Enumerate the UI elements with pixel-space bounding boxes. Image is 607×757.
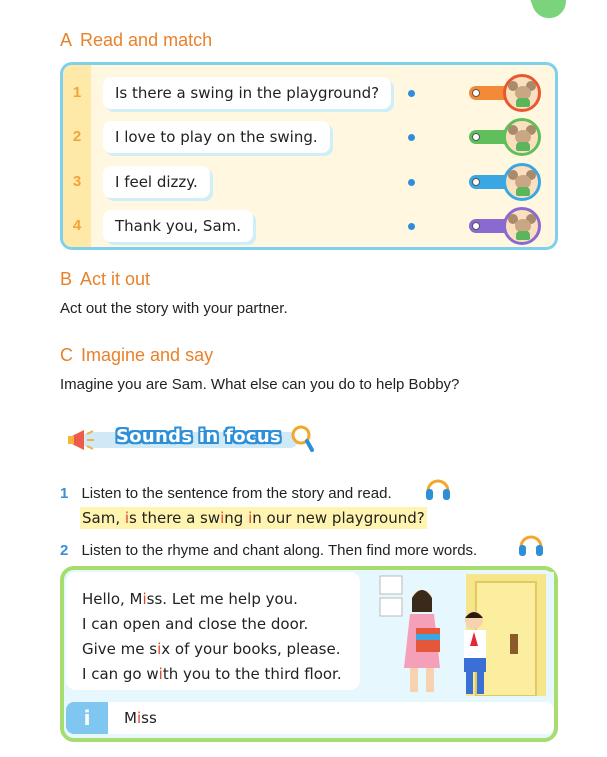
info-word: Miss: [124, 709, 157, 727]
leaf-decoration: [529, 0, 571, 23]
step-2: [60, 540, 477, 559]
section-b-heading: Act it out: [80, 269, 151, 289]
highlighted-sentence: Sam, is there a swing in our new playground?: [82, 509, 425, 527]
match-sentence[interactable]: Is there a swing in the playground?: [103, 77, 391, 109]
match-dot[interactable]: [408, 223, 415, 230]
rhyme-line: Hello, Miss. Let me help you.: [82, 590, 298, 608]
match-dot[interactable]: [408, 90, 415, 97]
banner-text: Sounds in focus: [116, 426, 281, 447]
headphones-icon[interactable]: [517, 529, 545, 559]
info-badge: i: [66, 702, 108, 734]
match-dot[interactable]: [408, 134, 415, 141]
match-sentence[interactable]: I love to play on the swing.: [103, 121, 330, 153]
bobby-avatar-icon: [503, 207, 541, 245]
row-number: 2: [72, 128, 82, 145]
section-c-text: Imagine you are Sam. What else can you do to help Bobby?: [60, 376, 460, 393]
section-b-title: [60, 269, 150, 290]
bobby-avatar-icon: [503, 118, 541, 156]
step-2-number: 2: [60, 542, 69, 559]
magnifier-icon: [290, 424, 314, 454]
bobby-avatar-icon: [503, 74, 541, 112]
step-1: [60, 483, 392, 502]
rhyme-line: I can go with you to the third floor.: [82, 665, 342, 683]
row-number: 1: [72, 84, 82, 101]
section-a-title: [60, 30, 212, 51]
step-1-sentence: [80, 508, 427, 527]
megaphone-icon: [66, 428, 96, 452]
step-1-text: Listen to the sentence from the story and read.: [81, 485, 392, 502]
match-dot[interactable]: [408, 179, 415, 186]
section-a-letter: A: [60, 30, 73, 50]
section-b-letter: B: [60, 269, 73, 289]
section-a-heading: Read and match: [80, 30, 213, 50]
section-c-heading: Imagine and say: [81, 345, 214, 365]
sound-info-row: [66, 702, 554, 734]
rhyme-text-box: [66, 572, 360, 690]
section-b-text: Act out the story with your partner.: [60, 300, 288, 317]
read-and-match-panel: [60, 62, 558, 250]
headphones-icon[interactable]: [424, 473, 452, 503]
match-sentence[interactable]: Thank you, Sam.: [103, 210, 253, 242]
section-c-letter: C: [60, 345, 73, 365]
match-sentence[interactable]: I feel dizzy.: [103, 166, 210, 198]
rhyme-panel: [60, 566, 558, 742]
bobby-avatar-icon: [503, 163, 541, 201]
step-2-text: Listen to the rhyme and chant along. Then find more words.: [81, 542, 478, 559]
section-c-title: [60, 345, 213, 366]
row-number: 3: [72, 173, 82, 190]
row-number: 4: [72, 217, 82, 234]
girl-and-boy-illustration: [370, 572, 554, 696]
rhyme-line: I can open and close the door.: [82, 615, 309, 633]
sounds-in-focus-banner: [62, 424, 314, 458]
step-1-number: 1: [60, 485, 69, 502]
rhyme-line: Give me six of your books, please.: [82, 640, 341, 658]
